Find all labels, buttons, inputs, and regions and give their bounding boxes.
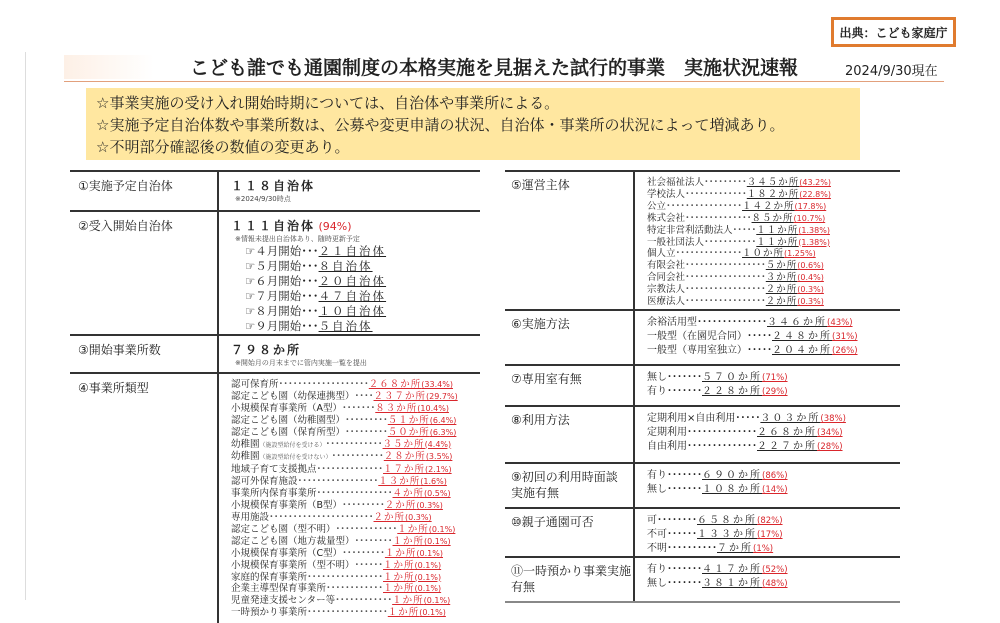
leader-dots: ････	[354, 390, 374, 402]
leader-dots: ･････････	[342, 500, 385, 512]
item-name: 幼稚園	[231, 438, 260, 450]
list-item	[647, 260, 900, 272]
row-label: ⑨初回の利用時面談 実施有無	[505, 463, 634, 508]
item-percent: (1.38%)	[798, 237, 830, 247]
item-percent: (86%)	[762, 471, 788, 481]
item-percent: (6.4%)	[429, 415, 457, 425]
usage-list	[634, 406, 900, 463]
item-percent: (0.1%)	[414, 572, 442, 582]
leader-dots: ･･･････	[667, 386, 702, 397]
item-percent: (4.4%)	[424, 439, 452, 449]
note-line: ☆不明部分確認後の数値の変更あり。	[96, 138, 350, 156]
item-name: 公立	[647, 200, 667, 212]
leader-dots: ････････････	[325, 438, 383, 450]
leader-dots: ･･･････	[342, 402, 376, 414]
item-name: 不可	[647, 529, 667, 540]
list-item	[647, 385, 900, 399]
item-percent: (0.4%)	[797, 273, 824, 283]
page-margin-rule	[25, 52, 26, 600]
item-value: ８３か所	[375, 402, 418, 414]
item-percent: (43.2%)	[799, 178, 831, 187]
item-value: １か所	[383, 571, 415, 583]
item-percent: (43%)	[827, 318, 853, 328]
item-name: 可	[647, 515, 657, 526]
leader-dots: ･･･････････	[331, 451, 384, 463]
item-name: 無し	[647, 484, 667, 495]
month-item: ☞５月開始･･･８自治体	[245, 259, 373, 273]
list-item	[647, 542, 900, 556]
note: ※情報未提出自治体あり、随時更新予定	[235, 235, 360, 243]
leader-dots: ･･･････････	[704, 236, 757, 248]
leader-dots: ･････････････････	[685, 272, 766, 284]
item-percent: (6.3%)	[429, 427, 457, 437]
leader-dots: ･･････････････	[685, 212, 752, 224]
item-name: 一時預かり事業所	[231, 607, 308, 619]
leader-dots: ･･････	[354, 559, 384, 571]
item-percent: (0.6%)	[797, 261, 824, 271]
item-name: 小規模保育事業所（C型）	[231, 547, 343, 559]
leader-dots: ･･･････	[667, 470, 702, 481]
item-name: 有限会社	[647, 260, 686, 272]
list-item	[231, 572, 480, 584]
leader-dots: ･･････････････	[675, 248, 743, 260]
item-name: 小規模保育事業所（型不明）	[231, 559, 355, 571]
row-label: ⑦専用室有無	[505, 365, 634, 406]
item-percent: (1.6%)	[420, 477, 447, 487]
list-item	[647, 563, 900, 577]
item-name: 認定こども園（型不明）	[231, 523, 336, 535]
leader-dots: ････････････････	[316, 488, 393, 500]
item-percent: (28%)	[817, 442, 843, 452]
item-name: 学校法人	[647, 188, 686, 200]
item-name: 余裕活用型	[647, 317, 697, 328]
leader-dots: ･････････････	[685, 188, 747, 200]
row-initial-interview	[505, 463, 900, 508]
leader-dots: ･････････	[345, 414, 388, 426]
item-value: ６９０か所	[702, 470, 762, 481]
list-item	[647, 371, 900, 385]
left-summary-table	[70, 170, 480, 623]
item-percent: (10.4%)	[417, 403, 449, 413]
item-value: ２か所	[765, 296, 798, 308]
item-name: 無し	[647, 578, 667, 589]
leader-dots: ･･････････････	[687, 427, 757, 438]
list-item	[647, 189, 900, 201]
temporary-care-list	[634, 557, 900, 602]
item-value: ２２７か所	[757, 441, 817, 452]
row-label: ④事業所類型	[70, 373, 218, 623]
operator-list	[634, 171, 900, 310]
pct: (94%)	[318, 220, 352, 233]
list-item	[231, 476, 480, 488]
list-item	[647, 469, 900, 483]
item-value: １か所	[384, 547, 417, 559]
item-name: 認定こども園（幼保連携型）	[231, 390, 355, 402]
item-percent: (14%)	[762, 485, 788, 495]
item-value: ２３７か所	[373, 390, 427, 402]
item-percent: (22.8%)	[799, 189, 831, 199]
item-value: ２か所	[373, 511, 406, 523]
month-item: ☞８月開始･･･１０自治体	[245, 304, 387, 318]
item-percent: (0.3%)	[416, 501, 443, 511]
item-name: 株式会社	[647, 212, 686, 224]
item-percent: (29%)	[762, 387, 788, 397]
list-item	[647, 225, 900, 237]
list-item	[231, 512, 480, 524]
item-value: １８２か所	[746, 188, 800, 200]
item-percent: (0.1%)	[416, 548, 443, 558]
dedicated-room-list	[634, 365, 900, 406]
list-item	[231, 451, 480, 464]
list-item	[647, 296, 900, 308]
item-value: １か所	[383, 559, 415, 571]
item-value: ４か所	[392, 488, 425, 500]
leader-dots: ･････････････	[335, 523, 398, 535]
item-name: 認可保育所	[231, 379, 279, 390]
note: ※2024/9/30時点	[235, 195, 291, 203]
list-item	[231, 391, 480, 403]
item-value: ３５か所	[382, 438, 425, 450]
month-item: ☞９月開始･･･５自治体	[245, 319, 373, 333]
list-item	[231, 548, 480, 560]
item-percent: (1%)	[753, 544, 774, 554]
list-item	[647, 528, 900, 542]
item-percent: (0.1%)	[424, 536, 451, 546]
item-name: 認可外保育施設	[231, 476, 298, 488]
item-value: ５１か所	[387, 414, 430, 426]
item-name: 児童発達支援センター等	[231, 595, 336, 607]
list-item	[647, 316, 900, 330]
item-value: ２０４か所	[772, 345, 832, 356]
item-value: ３４５か所	[746, 177, 800, 188]
row-label: ⑩親子通園可否	[505, 508, 634, 557]
leader-dots: ････････	[354, 535, 393, 547]
item-percent: (26%)	[832, 346, 858, 356]
item-percent: (0.3%)	[797, 297, 824, 307]
row-label: ⑤運営主体	[505, 171, 634, 310]
item-percent: (38%)	[820, 414, 846, 424]
item-value: １０８か所	[702, 484, 762, 495]
list-item	[647, 514, 900, 528]
item-name: 家庭的保育事業所	[231, 571, 308, 583]
item-value: １３３か所	[697, 529, 757, 540]
list-item	[647, 412, 900, 426]
list-item	[231, 500, 480, 512]
item-name: 地域子育て支援拠点	[231, 464, 317, 476]
row-operators	[505, 171, 900, 310]
list-item	[231, 583, 480, 595]
list-item	[231, 403, 480, 415]
list-item	[647, 201, 900, 213]
interview-list	[634, 463, 900, 508]
item-percent: (0.3%)	[405, 512, 432, 522]
started-facilities-value: ７９８か所	[231, 343, 302, 357]
list-item	[231, 427, 480, 439]
leader-dots: ････････････	[326, 583, 384, 595]
list-item	[647, 330, 900, 344]
row-label: ②受入開始自治体	[70, 211, 218, 335]
item-name: 小規模保育事業所（A型）	[231, 402, 342, 414]
item-name: 認定こども園（保育所型）	[231, 426, 346, 438]
row-label: ①実施予定自治体	[70, 171, 218, 211]
item-subnote: （施設型給付を受ける）	[259, 441, 326, 449]
item-name: 有り	[647, 386, 667, 397]
item-name: 不明	[647, 543, 667, 554]
item-percent: (3.5%)	[425, 452, 453, 462]
leader-dots: ･････････	[342, 547, 385, 559]
leader-dots: ･････････････････	[307, 607, 388, 619]
method-list	[634, 310, 900, 365]
row-planned-municipalities	[70, 171, 480, 211]
leader-dots: ･･･････	[667, 564, 702, 575]
list-item	[231, 595, 480, 607]
list-item	[231, 560, 480, 572]
list-item	[647, 577, 900, 591]
leader-dots: ･･････	[667, 529, 697, 540]
month-item: ☞４月開始･･･２１自治体	[245, 244, 387, 258]
item-percent: (2.1%)	[425, 465, 452, 475]
row-started-municipalities	[70, 211, 480, 335]
leader-dots: ･････････	[704, 177, 747, 188]
item-percent: (0.1%)	[419, 608, 446, 618]
item-percent: (29.7%)	[426, 391, 458, 401]
item-name: 一般型（専用室独立）	[647, 345, 747, 356]
leader-dots: ･･･････	[667, 372, 702, 383]
item-percent: (52%)	[762, 565, 788, 575]
leader-dots: ･･････････････････････	[269, 511, 374, 523]
item-name: 事業所内保育事業所	[231, 488, 317, 500]
list-item	[647, 213, 900, 225]
item-name: 合同会社	[647, 272, 686, 284]
item-value: ３８１か所	[702, 578, 762, 589]
leader-dots: ･････････	[345, 426, 388, 438]
item-value: ８５か所	[751, 212, 794, 224]
item-percent: (1.38%)	[798, 225, 830, 235]
item-value: １０か所	[742, 248, 785, 260]
item-name: 定期利用	[647, 427, 687, 438]
item-percent: (10.7%)	[793, 213, 826, 223]
row-implementation-method	[505, 310, 900, 365]
item-name: 一般型（在園児合同）	[647, 331, 747, 342]
month-item: ☞７月開始･･･４７自治体	[245, 289, 387, 303]
leader-dots: ･････････････････	[685, 260, 766, 272]
row-label: ③開始事業所数	[70, 335, 218, 373]
row-label: ⑥実施方法	[505, 310, 634, 365]
item-name: 企業主導型保育事業所	[231, 583, 327, 595]
leader-dots: ････････････････	[666, 200, 743, 212]
leader-dots: ････････････	[335, 595, 393, 607]
title-underline	[64, 81, 944, 82]
leader-dots: ･････	[747, 345, 772, 356]
item-percent: (0.3%)	[797, 285, 824, 295]
item-name: 定期利用×自由利用	[647, 413, 736, 424]
item-name: 宗教法人	[647, 284, 686, 296]
item-value: ５０か所	[387, 426, 430, 438]
row-label: ⑪一時預かり事業実施 有無	[505, 557, 634, 602]
item-name: 個人立	[647, 248, 676, 260]
list-item	[231, 439, 480, 452]
item-name: 有り	[647, 470, 667, 481]
item-name: 自由利用	[647, 441, 687, 452]
item-value: ３０３か所	[760, 413, 821, 424]
item-value: ３か所	[765, 272, 798, 284]
list-item	[231, 464, 480, 476]
month-item: ☞６月開始･･･２０自治体	[245, 274, 387, 288]
started-municipalities-value: １１１自治体	[231, 219, 316, 233]
item-name: 特定非営利活動法人	[647, 224, 733, 236]
facility-type-list	[218, 373, 480, 623]
leader-dots: ･････････････････	[685, 284, 766, 296]
row-usage-method	[505, 406, 900, 463]
leader-dots: ･･････････	[667, 543, 717, 554]
list-item	[231, 524, 480, 536]
item-percent: (0.1%)	[428, 524, 456, 534]
item-value: １１か所	[756, 224, 799, 236]
item-percent: (48%)	[762, 579, 788, 589]
item-percent: (0.1%)	[423, 596, 451, 606]
right-summary-table	[505, 170, 900, 603]
item-name: 幼稚園	[231, 451, 260, 463]
item-value: ６５８か所	[697, 515, 757, 526]
item-percent: (33.4%)	[421, 380, 453, 389]
leader-dots: ･････	[735, 413, 761, 424]
item-value: １か所	[383, 583, 415, 595]
leader-dots: ････････････････	[307, 571, 384, 583]
leader-dots: ･･･････	[667, 484, 702, 495]
list-item	[231, 379, 480, 391]
leader-dots: ･････････････････	[297, 476, 379, 488]
row-label: ⑧利用方法	[505, 406, 634, 463]
list-item	[647, 284, 900, 296]
item-value: ５７０か所	[702, 372, 762, 383]
row-temporary-care	[505, 557, 900, 602]
item-value: ３４６か所	[767, 317, 827, 328]
notes-box	[86, 88, 860, 160]
page-title: こども誰でも通園制度の本格実施を見据えた試行的事業 実施状況速報	[190, 57, 799, 79]
row-parent-attendance	[505, 508, 900, 557]
item-name: 医療法人	[647, 296, 686, 308]
title-decoration	[64, 55, 154, 79]
item-value: ４１７か所	[702, 564, 762, 575]
leader-dots: ････････	[657, 515, 697, 526]
item-value: １か所	[387, 607, 420, 619]
item-name: 小規模保育事業所（B型）	[231, 500, 343, 512]
item-value: ２か所	[384, 500, 417, 512]
list-item	[647, 272, 900, 284]
list-item	[647, 177, 900, 189]
list-item	[647, 426, 900, 440]
list-item	[647, 237, 900, 249]
item-value: １か所	[392, 535, 425, 547]
item-value: １４２か所	[742, 200, 795, 212]
leader-dots: ･･･････	[667, 578, 702, 589]
item-percent: (34%)	[817, 428, 843, 438]
item-value: １３か所	[378, 476, 421, 488]
item-value: １か所	[397, 523, 429, 535]
list-item	[647, 344, 900, 358]
leader-dots: ･･････････････	[697, 317, 767, 328]
leader-dots: ･･･････････････････	[278, 379, 369, 390]
leader-dots: ･････････････････	[685, 296, 766, 308]
list-item	[647, 440, 900, 454]
item-name: 無し	[647, 372, 667, 383]
source-label	[831, 17, 956, 47]
item-percent: (31%)	[832, 332, 858, 342]
note-line: ☆事業実施の受け入れ開始時期については、自治体や事業所による。	[96, 94, 560, 112]
leader-dots: ･･････････････	[687, 441, 757, 452]
item-value: ７か所	[717, 543, 753, 554]
item-value: １７か所	[383, 464, 426, 476]
item-name: 認定こども園（地方裁量型）	[231, 535, 355, 547]
row-facility-types	[70, 373, 480, 623]
item-name: 専用施設	[231, 511, 270, 523]
planned-municipalities-value: １１８自治体	[231, 179, 316, 193]
item-value: ２か所	[765, 284, 798, 296]
parent-attendance-list	[634, 508, 900, 557]
item-name: 社会福祉法人	[647, 177, 705, 188]
leader-dots: ･････	[732, 224, 757, 236]
item-value: １１か所	[756, 236, 799, 248]
list-item	[231, 415, 480, 427]
item-percent: (71%)	[762, 373, 788, 383]
item-value: ２２８か所	[702, 386, 762, 397]
list-item	[647, 483, 900, 497]
item-value: ２６８か所	[757, 427, 817, 438]
item-value: １か所	[392, 595, 424, 607]
item-percent: (17%)	[757, 530, 783, 540]
note-line: ☆実施予定自治体数や事業所数は、公募や変更申請の状況、自治体・事業所の状況によって増減あり。	[96, 116, 785, 134]
item-name: 認定こども園（幼稚園型）	[231, 414, 346, 426]
row-dedicated-room	[505, 365, 900, 406]
item-value: ２８か所	[383, 451, 426, 463]
item-value: ２６８か所	[368, 379, 422, 390]
leader-dots: ･････	[747, 331, 772, 342]
list-item	[231, 607, 480, 619]
list-item	[231, 536, 480, 548]
source-text: 出典：こども家庭庁	[839, 25, 948, 40]
list-item	[231, 488, 480, 500]
note: ※開始月の月末までに管内実施一覧を提出	[235, 359, 367, 367]
item-percent: (0.1%)	[414, 584, 442, 594]
item-value: ２４８か所	[772, 331, 832, 342]
item-percent: (1.25%)	[784, 249, 816, 259]
item-percent: (17.8%)	[794, 201, 827, 211]
item-percent: (82%)	[757, 516, 783, 526]
item-value: ５か所	[765, 260, 798, 272]
item-subnote: （施設型給付を受けない）	[259, 454, 332, 462]
leader-dots: ･･････････････	[316, 464, 384, 476]
list-item	[647, 248, 900, 260]
item-name: 有り	[647, 564, 667, 575]
item-percent: (0.1%)	[414, 560, 442, 570]
item-percent: (0.5%)	[424, 489, 451, 499]
item-name: 一般社団法人	[647, 236, 705, 248]
row-started-facilities	[70, 335, 480, 373]
as-of-date: 2024/9/30現在	[845, 64, 938, 79]
